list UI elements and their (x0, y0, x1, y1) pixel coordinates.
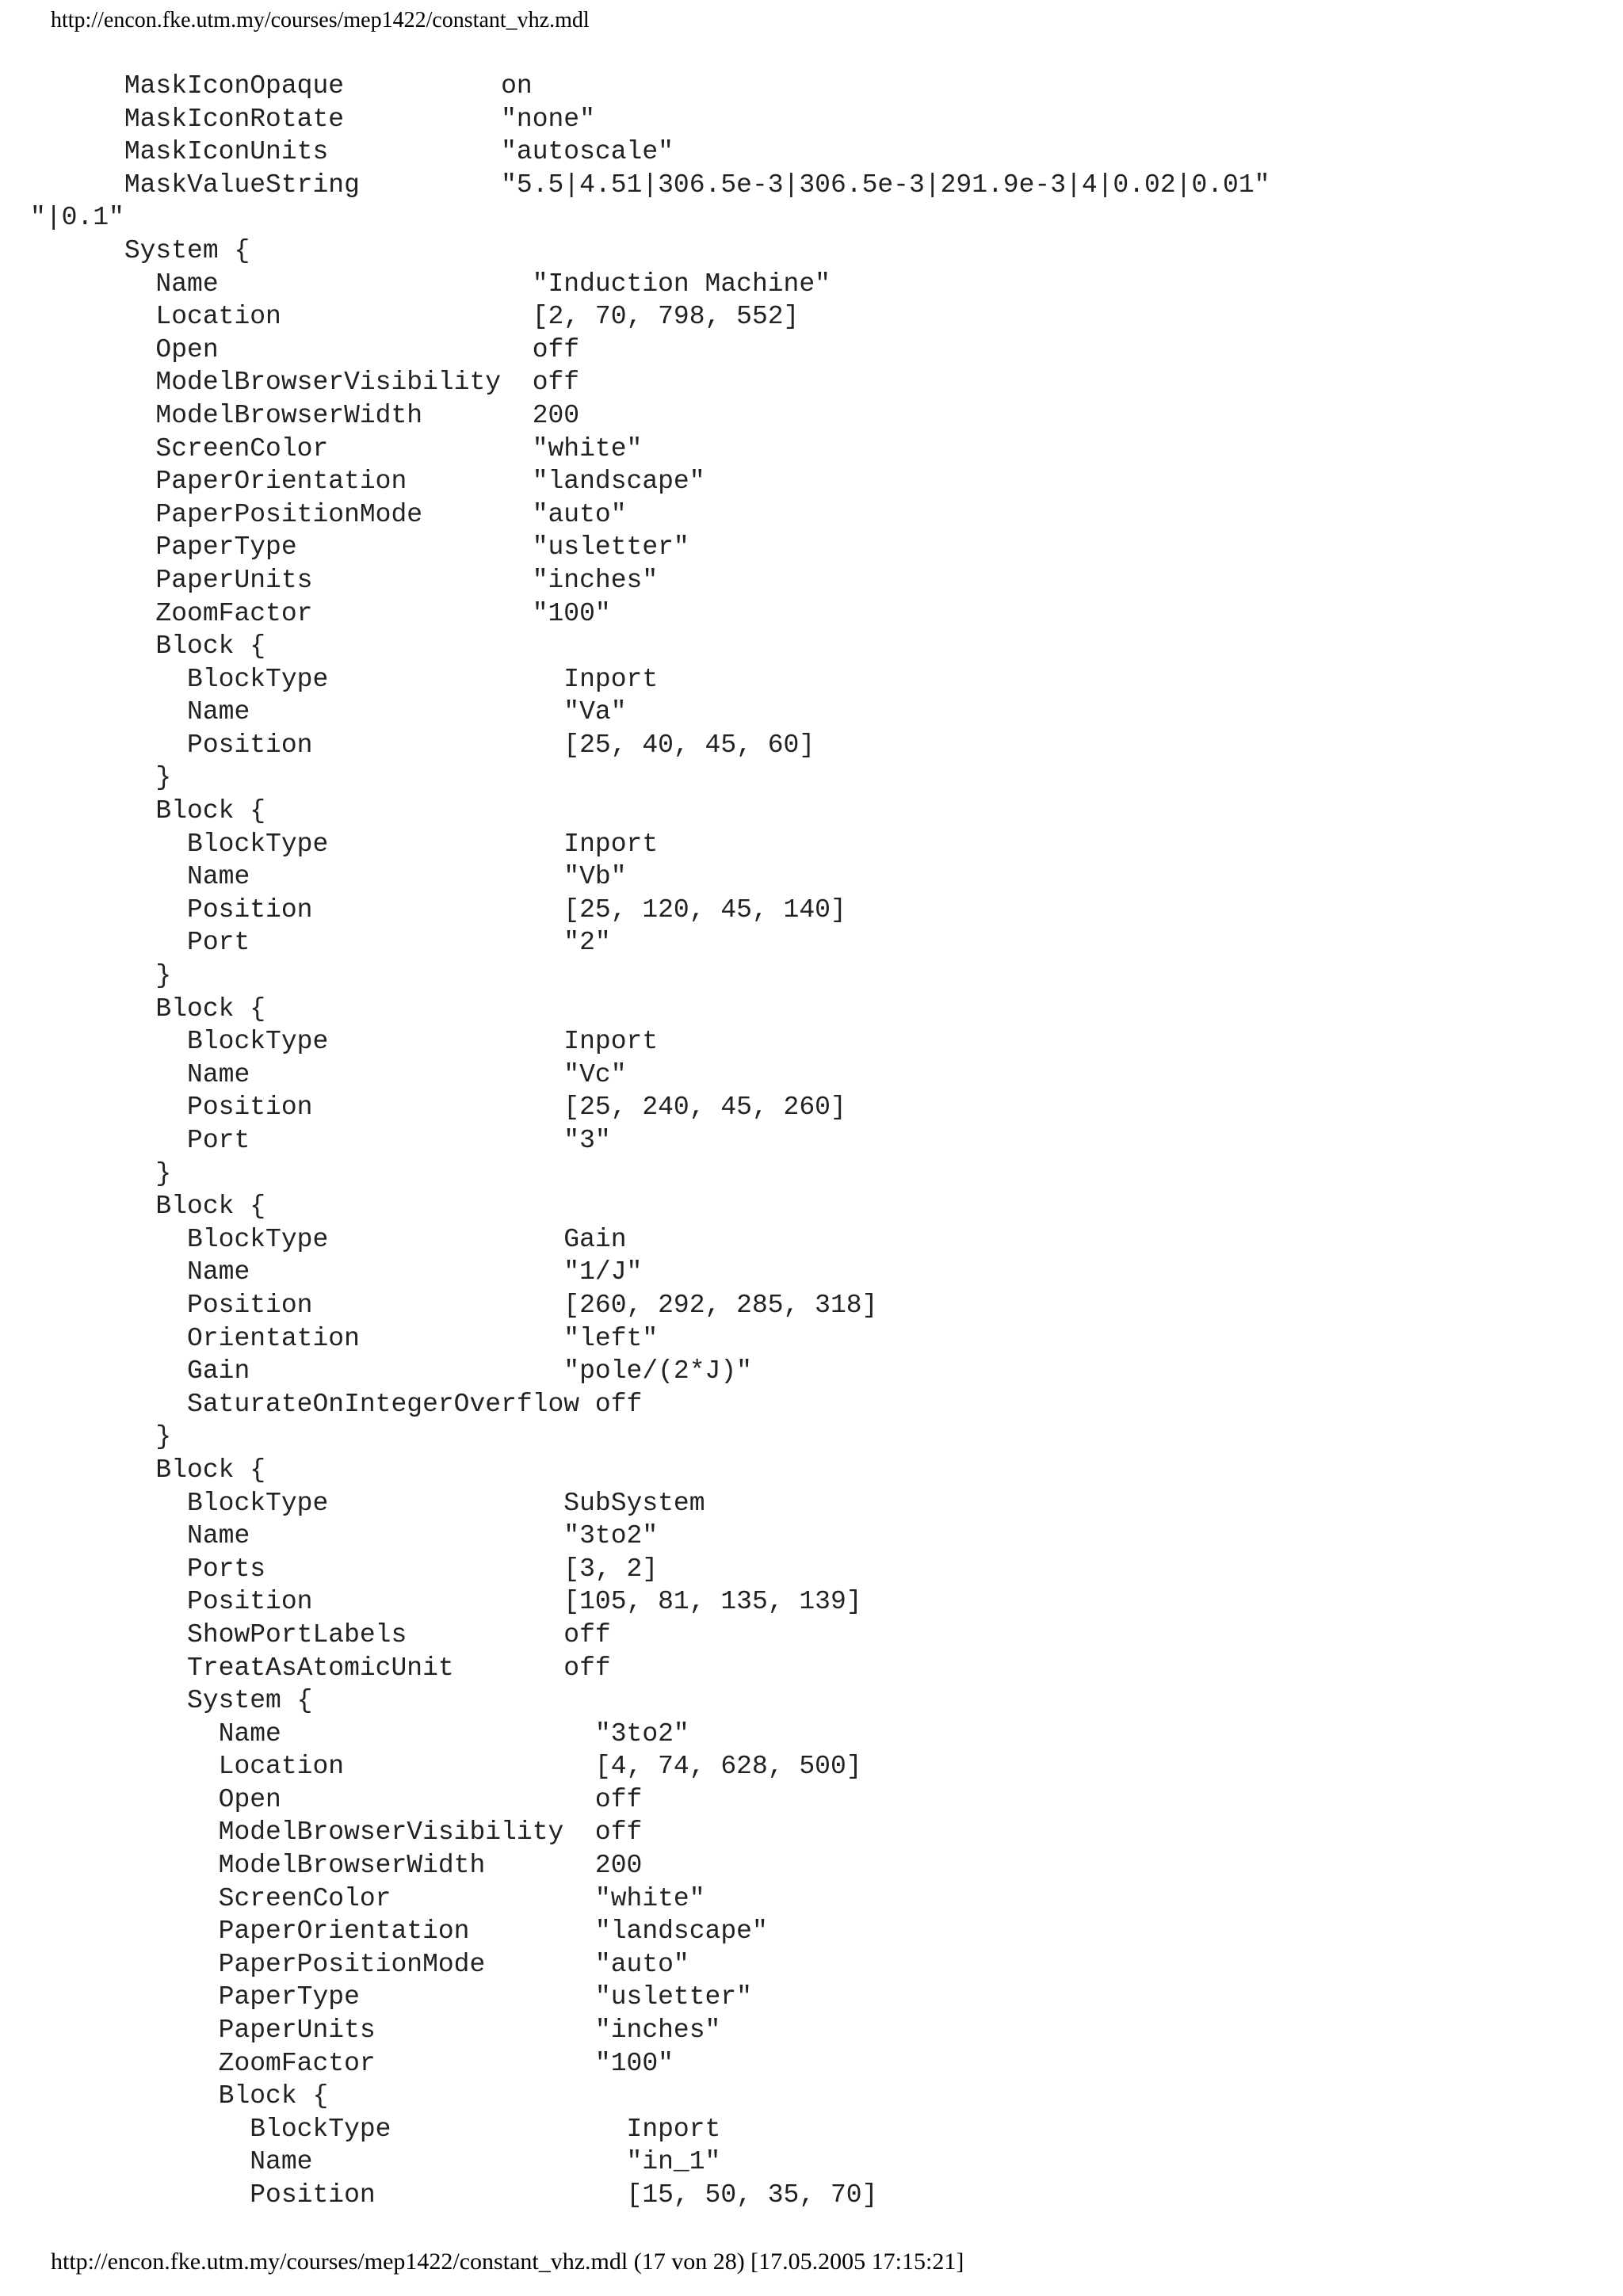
code-line: } (30, 1158, 172, 1188)
code-line: Orientation "left" (30, 1323, 659, 1353)
code-line: Name "Vc" (30, 1059, 627, 1089)
code-line: } (30, 961, 172, 991)
code-line: Port "2" (30, 928, 611, 958)
code-line: Ports [3, 2] (30, 1554, 659, 1584)
code-line: Name "3to2" (30, 1521, 659, 1551)
code-line: Block { (30, 2081, 329, 2111)
code-line: Position [25, 240, 45, 260] (30, 1093, 846, 1123)
code-line: Block { (30, 796, 266, 826)
code-line: Name "Va" (30, 697, 627, 727)
code-line: PaperPositionMode "auto" (30, 1949, 689, 1979)
code-line: ModelBrowserVisibility off (30, 1817, 643, 1848)
code-line: Gain "pole/(2*J)" (30, 1356, 752, 1386)
code-line: PaperOrientation "landscape" (30, 467, 705, 497)
code-line: BlockType Inport (30, 664, 659, 694)
code-line: ZoomFactor "100" (30, 2048, 674, 2078)
code-line: Position [260, 292, 285, 318] (30, 1290, 878, 1320)
code-line: Open off (30, 1784, 643, 1814)
code-line: Open off (30, 334, 580, 364)
code-line: PaperType "usletter" (30, 1982, 752, 2012)
code-line: ModelBrowserWidth 200 (30, 1851, 643, 1881)
code-line: "|0.1" (30, 203, 124, 233)
code-line: Block { (30, 631, 266, 662)
code-line: } (30, 763, 172, 793)
code-line: Block { (30, 1455, 266, 1485)
code-line: BlockType Inport (30, 829, 659, 859)
code-line: Name "1/J" (30, 1257, 643, 1287)
code-line: MaskIconUnits "autoscale" (30, 137, 674, 167)
code-line: Block { (30, 994, 266, 1024)
code-line: Location [2, 70, 798, 552] (30, 302, 800, 332)
code-line: Name "Vb" (30, 862, 627, 892)
code-line: BlockType Inport (30, 2114, 721, 2144)
code-line: PaperUnits "inches" (30, 565, 659, 595)
code-line: Name "3to2" (30, 1718, 689, 1749)
code-line: Position [25, 40, 45, 60] (30, 730, 815, 760)
code-line: Name "Induction Machine" (30, 269, 831, 299)
header-url: http://encon.fke.utm.my/courses/mep1422/constant_vhz.mdl (51, 8, 590, 32)
code-line: MaskValueString "5.5|4.51|306.5e-3|306.5e-3|291.9e-3|4|0.02|0.01" (30, 170, 1270, 200)
code-line: ModelBrowserWidth 200 (30, 400, 580, 430)
code-line: ShowPortLabels off (30, 1619, 611, 1650)
code-line: ModelBrowserVisibility off (30, 368, 580, 398)
code-line: System { (30, 1686, 313, 1716)
code-line: MaskIconOpaque on (30, 71, 533, 101)
code-line: Location [4, 74, 628, 500] (30, 1752, 862, 1782)
code-line: BlockType Inport (30, 1027, 659, 1057)
code-line: SaturateOnIntegerOverflow off (30, 1389, 643, 1419)
code-line: System { (30, 235, 250, 265)
code-listing (30, 70, 1270, 2212)
code-line: ScreenColor "white" (30, 1883, 705, 1913)
code-line: Position [25, 120, 45, 140] (30, 894, 846, 925)
code-line: ZoomFactor "100" (30, 598, 611, 628)
code-line: Block { (30, 1192, 266, 1222)
footer-url: http://encon.fke.utm.my/courses/mep1422/constant_vhz.mdl (17 von 28) [17.05.2005 17:15:21] (51, 2248, 964, 2275)
code-line: } (30, 1422, 172, 1452)
code-line: PaperType "usletter" (30, 532, 689, 563)
code-line: MaskIconRotate "none" (30, 104, 595, 134)
code-line: PaperOrientation "landscape" (30, 1917, 768, 1947)
code-line: PaperUnits "inches" (30, 2016, 721, 2046)
code-line: BlockType SubSystem (30, 1488, 705, 1518)
code-line: PaperPositionMode "auto" (30, 499, 627, 529)
code-line: ScreenColor "white" (30, 433, 643, 463)
code-line: Port "3" (30, 1126, 611, 1155)
code-line: BlockType Gain (30, 1224, 627, 1254)
code-line: Position [105, 81, 135, 139] (30, 1587, 862, 1617)
code-line: Position [15, 50, 35, 70] (30, 2180, 878, 2210)
code-line: TreatAsAtomicUnit off (30, 1653, 611, 1683)
code-line: Name "in_1" (30, 2147, 721, 2177)
